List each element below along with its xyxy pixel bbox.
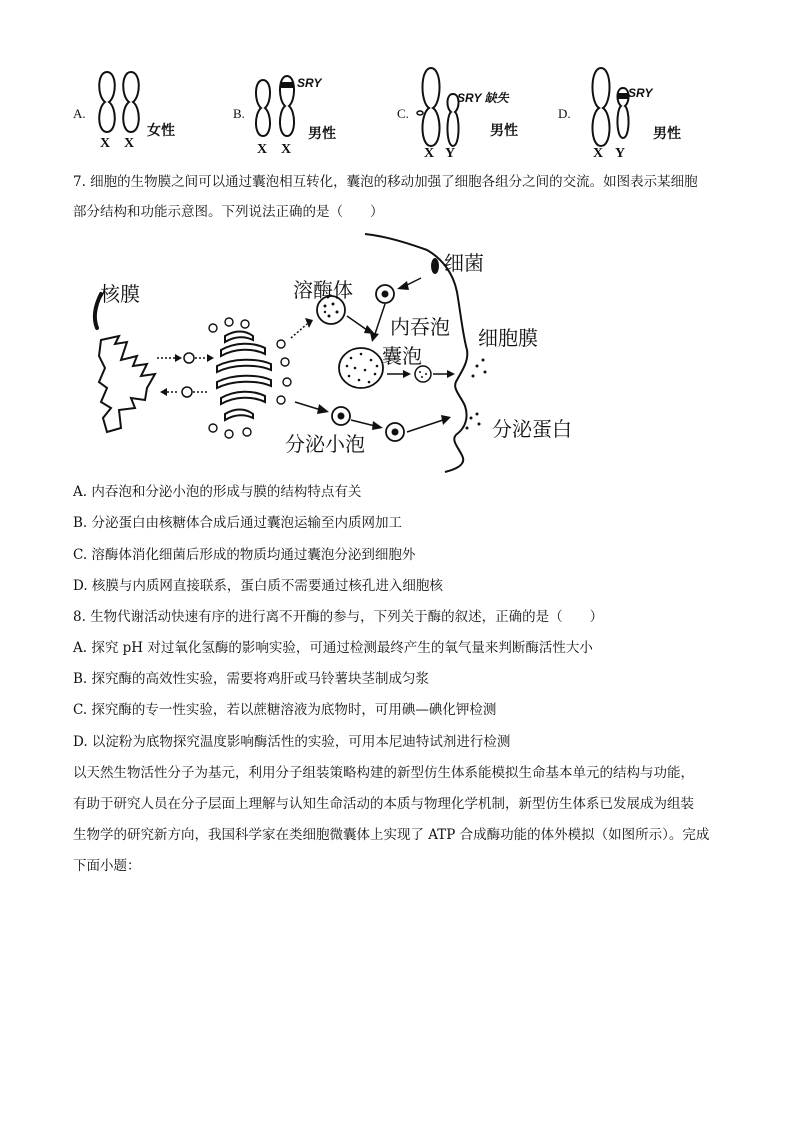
option-letter: A. [73,106,86,121]
lysosome-label: 溶酶体 [293,278,353,302]
chromosome-pair-figure [587,66,637,148]
vesicle-label: 囊泡 [382,344,422,368]
chromosome-pair-figure [253,74,303,140]
chromosome-y: Y [615,146,626,161]
cell-membrane-label: 细胞膜 [478,326,538,350]
sex-label: 男性 [653,126,681,142]
chromosome-x: X [281,142,292,157]
question-7-option-c: C. 溶酶体消化细菌后形成的物质均通过囊泡分泌到细胞外 [73,547,416,563]
nuclear-membrane-label: 核膜 [100,282,140,306]
chromosome-x: X [257,142,268,157]
question-8-stem: 8. 生物代谢活动快速有序的进行离不开酶的参与，下列关于酶的叙述，正确的是（ ） [73,609,604,625]
question-7-option-d: D. 核膜与内质网直接联系，蛋白质不需要通过核孔进入细胞核 [73,578,443,594]
passage-line-2: 有助于研究人员在分子层面上理解与认知生命活动的本质与物理化学机制，新型仿生体系已发展成为组装 [73,796,694,812]
sry-label: SRY [628,86,653,100]
chromosome-x: X [424,146,435,161]
option-letter: C. [397,106,409,121]
chromosome-pair-figure [95,70,145,136]
chromosome-y: Y [445,146,456,161]
sry-deleted-label: SRY 缺失 [457,91,509,105]
question-7-stem-line1: 7. 细胞的生物膜之间可以通过囊泡相互转化，囊泡的移动加强了细胞各组分之间的交流。如图表示某细胞 [73,174,698,190]
bacterium-label: 细菌 [444,251,484,275]
question-8-option-d: D. 以淀粉为底物探究温度影响酶活性的实验，可用本尼迪特试剂进行检测 [73,734,511,750]
sex-label: 男性 [308,126,336,142]
question-8-option-b: B. 探究酶的高效性实验，需要将鸡肝或马铃薯块茎制成匀浆 [73,671,430,687]
sex-label: 男性 [490,123,518,139]
question-7-option-b: B. 分泌蛋白由核糖体合成后通过囊泡运输至内质网加工 [73,515,403,531]
passage-line-1: 以天然生物活性分子为基元，利用分子组装策略构建的新型仿生体系能模拟生命基本单元的结构与功能， [73,765,694,781]
question-7-option-a: A. 内吞泡和分泌小泡的形成与膜的结构特点有关 [73,484,362,500]
chromosome-pair-figure [415,66,465,148]
chromosome-x: X [124,136,135,151]
question-7-stem-line2: 部分结构和功能示意图。下列说法正确的是（ ） [73,204,384,220]
option-letter: B. [233,106,245,121]
endocytic-vesicle-label: 内吞泡 [390,315,450,339]
chromosome-x: X [100,136,111,151]
secretory-protein-label: 分泌蛋白 [492,417,572,441]
passage-line-3: 生物学的研究新方向，我国科学家在类细胞微囊体上实现了 ATP 合成酶功能的体外模拟（如图所示）。完成 [73,827,710,843]
option-letter: D. [558,106,571,121]
question-8-option-c: C. 探究酶的专一性实验，若以蔗糖溶液为底物时，可用碘—碘化钾检测 [73,702,497,718]
chromosome-x: X [593,146,604,161]
secretory-vesicle-label: 分泌小泡 [285,432,365,456]
sex-label: 女性 [147,123,175,139]
question-8-option-a: A. 探究 pH 对过氧化氢酶的影响实验，可通过检测最终产生的氧气量来判断酶活性大小 [73,640,593,656]
passage-line-4: 下面小题： [73,858,141,874]
sry-label: SRY [297,76,322,90]
